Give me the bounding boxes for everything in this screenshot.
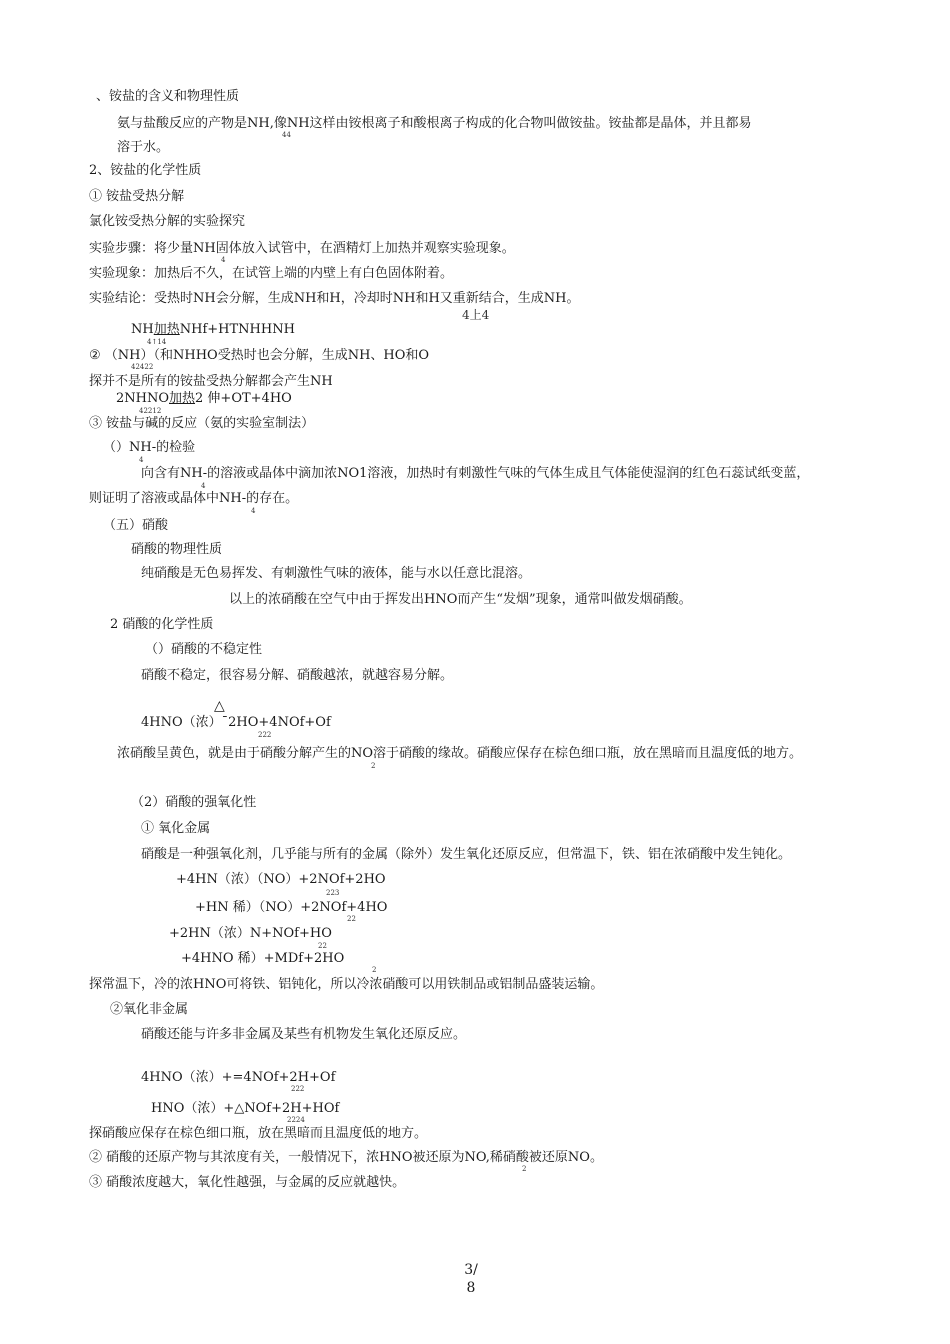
section-heading-chemical-properties: 2、铵盐的化学性质 (89, 163, 202, 178)
equation-reactant: 2NHNO (116, 391, 170, 406)
subsection-heading: （）硝酸的不稳定性 (145, 642, 263, 657)
subscript: 4 (139, 456, 144, 464)
subscript: 4 (201, 482, 206, 490)
subscript: 2 (522, 1165, 527, 1173)
paragraph-line: 浓硝酸呈黄色，就是由于硝酸分解产生的NO溶于硝酸的缘故。硝酸应保存在棕色细口瓶，放在黑暗而且温度低的地方。 (117, 746, 803, 761)
paragraph-line: 硝酸是一种强氧化剂，几乎能与所有的金属（除外）发生氧化还原反应，但常温下，铁、铝在浓硝酸中发生钝化。 (141, 847, 792, 862)
paragraph-line: 探常温下，冷的浓HNO可将铁、铝钝化，所以冷浓硝酸可以用铁制品或铝制品盛装运输。 (89, 977, 604, 992)
equation-products: NHf+HTNHHNH (179, 322, 295, 337)
equation-line: +2HN（浓）N+NOf+HO (169, 926, 332, 941)
list-item-heading: ② （NH）（和NHHO受热时也会分解，生成NH、HO和O (89, 348, 430, 363)
list-item-heading: ① 氧化金属 (141, 821, 211, 836)
equation-line: 4HNO（浓）ˉ2HO+4NOf+Of (141, 715, 331, 730)
subsection-heading: （）NH-的检验 (103, 440, 196, 455)
paragraph-line: 实验步骤：将少量NH固体放入试管中，在酒精灯上加热并观察实验现象。 (89, 241, 515, 256)
paragraph-line: 溶于水。 (117, 140, 170, 155)
subscript: 42212 (139, 407, 162, 415)
subscript: 2224 (287, 1116, 305, 1124)
paragraph-line: 实验结论：受热时NH会分解，生成NH和H，冷却时NH和H又重新结合，生成NH。 (89, 291, 580, 306)
paragraph-line: 以上的浓硝酸在空气中由于挥发出HNO而产生“发烟”现象，通常叫做发烟硝酸。 (229, 592, 692, 607)
equation-condition: 加热 (169, 391, 196, 406)
section-heading-nitric-acid: （五）硝酸 (103, 518, 169, 533)
page-number-top: 3/ (464, 1262, 478, 1278)
list-item: ③ 硝酸浓度越大，氧化性越强，与金属的反应就越快。 (89, 1175, 406, 1190)
equation-line: HNO（浓）+△NOf+2H+HOf (151, 1101, 340, 1116)
subscript: 42422 (131, 363, 154, 371)
subscript: 223 (326, 889, 340, 897)
paragraph-line: 探硝酸应保存在棕色细口瓶，放在黑暗而且温度低的地方。 (89, 1126, 428, 1141)
list-item-heading: ① 铵盐受热分解 (89, 189, 185, 204)
subscript: 4↑14 (147, 338, 167, 346)
subscript: 44 (282, 131, 291, 139)
paragraph-line: 硝酸还能与许多非金属及某些有机物发生氧化还原反应。 (141, 1027, 467, 1042)
paragraph-line: 纯硝酸是无色易挥发、有刺激性气味的液体，能与水以任意比混溶。 (141, 566, 532, 581)
equation-line: +4HN（浓）（NO）+2NOf+2HO (176, 872, 386, 887)
subscript: 2 (371, 762, 376, 770)
subscript: 222 (291, 1085, 305, 1093)
paragraph-line: 氯化铵受热分解的实验探究 (89, 214, 246, 229)
section-heading-ammonium-salt: 、铵盐的含义和物理性质 (96, 89, 240, 104)
list-item-heading: ③ 铵盐与碱的反应（氨的实验室制法） (89, 416, 315, 431)
paragraph-line: 则证明了溶液或晶体中NH-的存在。 (89, 491, 299, 506)
subscript: 4上4 (462, 308, 490, 322)
subscript: 22 (318, 942, 327, 950)
list-item: ② 硝酸的还原产物与其浓度有关，一般情况下，浓HNO被还原为NO,稀硝酸被还原NO。 (89, 1150, 603, 1165)
page-number-bottom: 8 (466, 1280, 476, 1296)
subsection-heading: （2）硝酸的强氧化性 (131, 795, 257, 810)
paragraph-line: 探并不是所有的铵盐受热分解都会产生NH (89, 374, 333, 389)
subscript: 4 (251, 507, 256, 515)
heat-symbol: △ (214, 698, 225, 714)
equation-products: 2 伸+OT+4HO (195, 391, 292, 406)
equation-line (131, 322, 295, 338)
paragraph-line: 实验现象：加热后不久，在试管上端的内壁上有白色固体附着。 (89, 266, 454, 281)
equation-line: 4HNO（浓）+=4NOf+2H+Of (141, 1070, 336, 1085)
subsection-heading: 硝酸的物理性质 (131, 542, 223, 557)
subscript: 2 (372, 966, 377, 974)
paragraph-line: 氨与盐酸反应的产物是NH,像NH这样由铵根离子和酸根离子构成的化合物叫做铵盐。铵盐都是晶体，并且都易 (117, 116, 752, 131)
subscript: 222 (258, 731, 272, 739)
list-item-heading: ②氧化非金属 (110, 1002, 189, 1017)
subscript: 22 (347, 915, 356, 923)
equation-reactant: NH (131, 322, 154, 337)
equation-line: +4HNO 稀）+MDf+2HO (181, 951, 345, 966)
equation-line: +HN 稀）（NO）+2NOf+4HO (195, 900, 388, 915)
paragraph-line: 硝酸不稳定，很容易分解、硝酸越浓，就越容易分解。 (141, 668, 454, 683)
subscript: 4 (221, 256, 226, 264)
paragraph-line: 向含有NH-的溶液或晶体中滴加浓NO1溶液，加热时有刺激性气味的气体生成且气体能使湿润的红色石蕊试纸变蓝， (141, 466, 810, 481)
equation-condition: 加热 (153, 322, 180, 337)
subsection-heading: 2 硝酸的化学性质 (110, 617, 214, 632)
equation-line (116, 391, 292, 407)
